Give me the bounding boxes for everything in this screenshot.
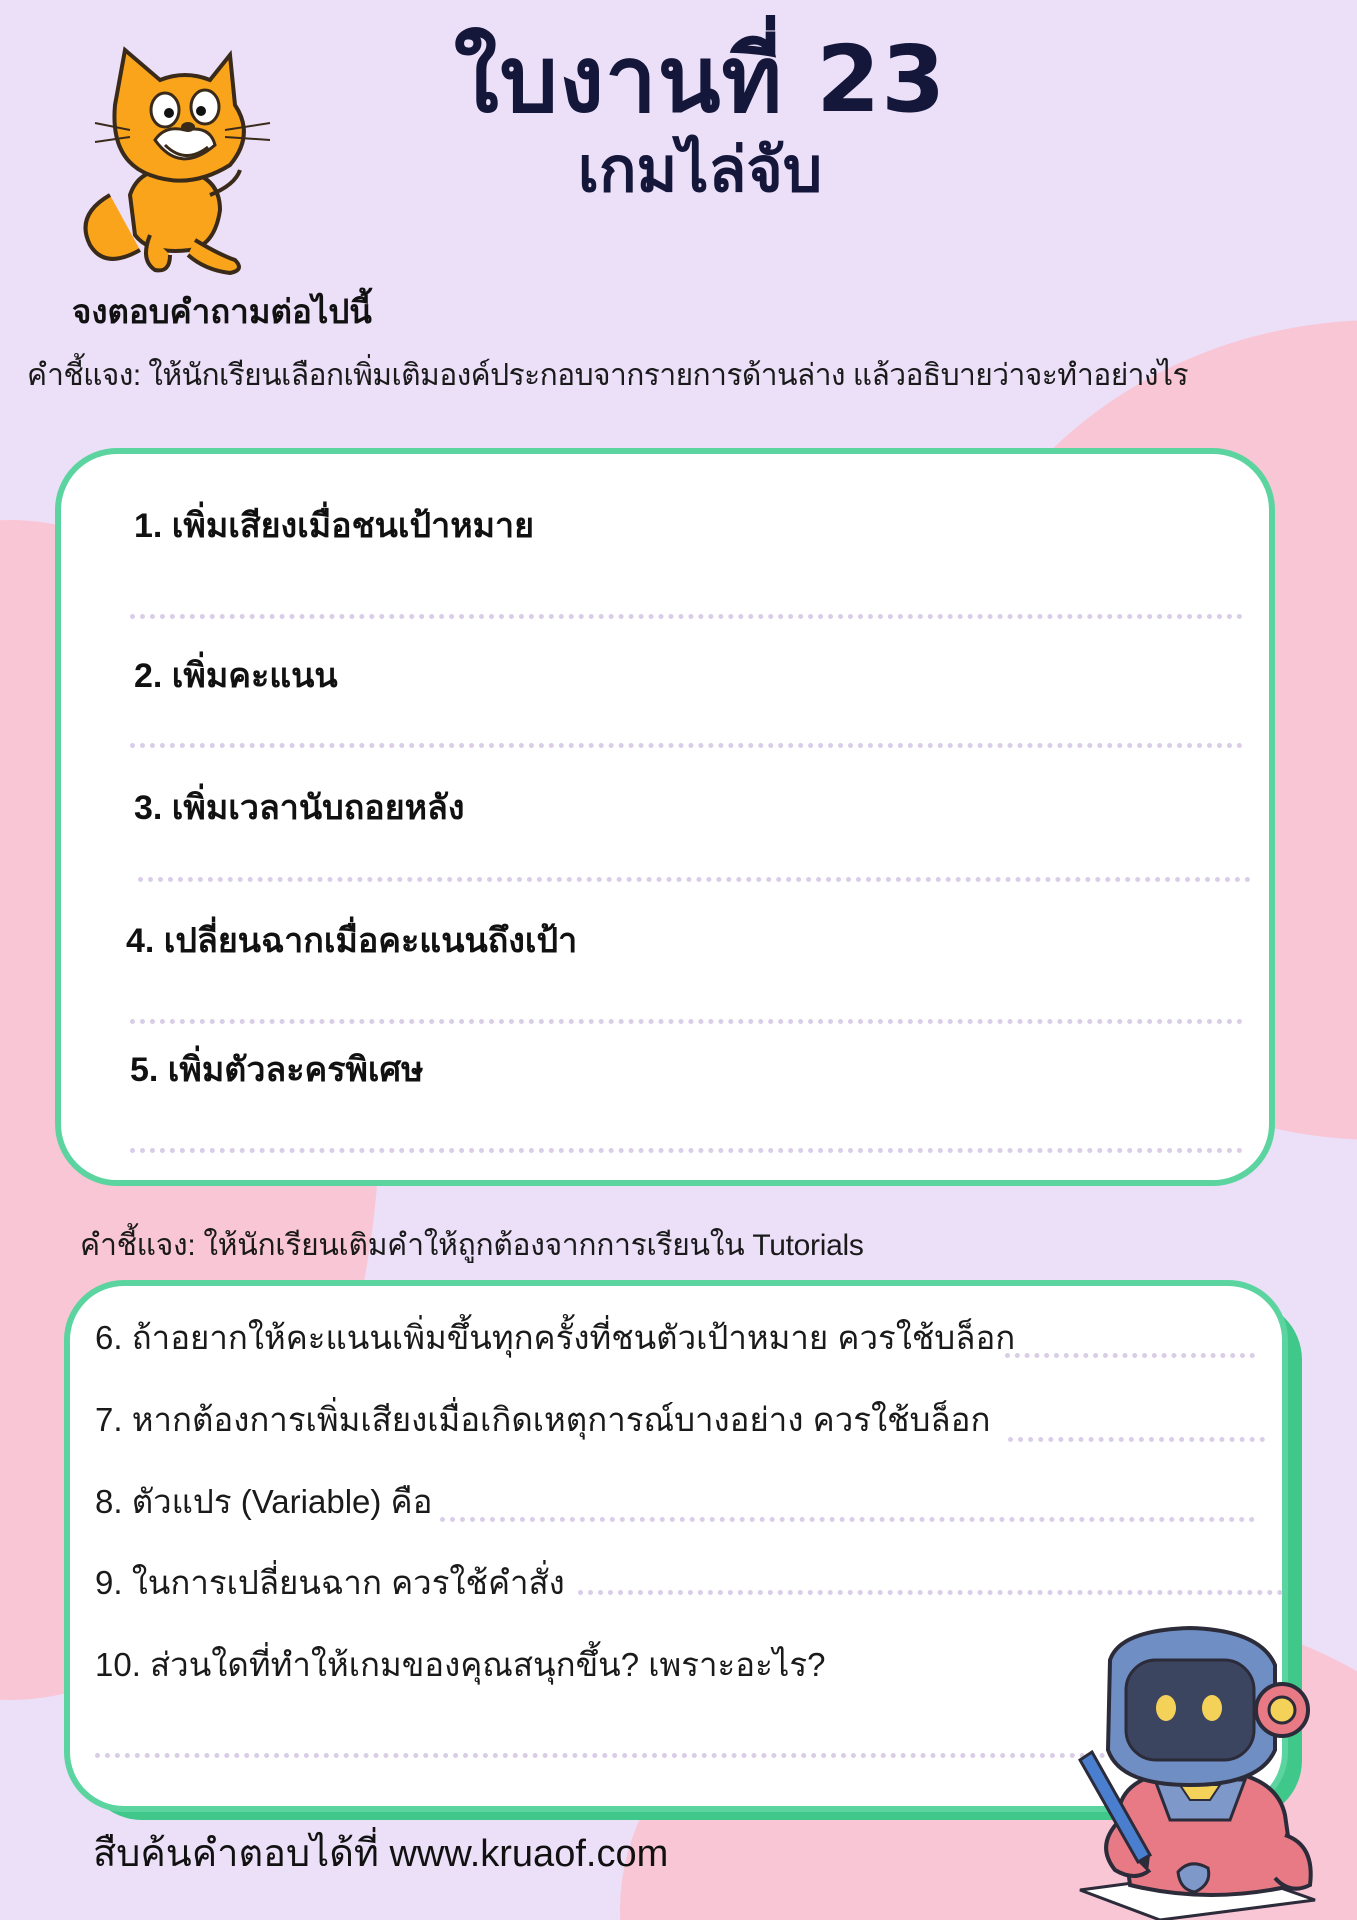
worksheet-subtitle: เกมไล่จับ (577, 133, 823, 206)
fill-in-question: 7. หากต้องการเพิ่มเสียงเมื่อเกิดเหตุการณ์บางอย่าง ควรใช้บล็อก (95, 1401, 991, 1438)
section-heading: จงตอบคำถามต่อไปนี้ (72, 292, 372, 331)
fill-in-question: 6. ถ้าอยากให้คะแนนเพิ่มขึ้นทุกครั้งที่ชนตัวเป้าหมาย ควรใช้บล็อก (95, 1319, 1016, 1356)
question-item: 3. เพิ่มเวลานับถอยหลัง (134, 789, 465, 827)
answer-line[interactable] (1005, 1353, 1255, 1358)
scratch-cat-icon (70, 45, 300, 285)
answer-line[interactable] (130, 614, 1243, 619)
answer-line[interactable] (440, 1517, 1255, 1522)
worksheet-title: ใบงานที่ 23 (453, 26, 947, 133)
part1-instruction: คำชี้แจง: ให้นักเรียนเลือกเพิ่มเติมองค์ประกอบจากรายการด้านล่าง แล้วอธิบายว่าจะทำอย่างไร (27, 359, 1188, 392)
fill-in-question: 8. ตัวแปร (Variable) คือ (95, 1483, 433, 1520)
answer-line[interactable] (578, 1590, 1283, 1595)
answer-line[interactable] (130, 1019, 1243, 1024)
answer-line[interactable] (1008, 1437, 1265, 1442)
question-item: 2. เพิ่มคะแนน (134, 657, 338, 695)
question-item: 4. เปลี่ยนฉากเมื่อคะแนนถึงเป้า (126, 922, 578, 960)
part2-instruction: คำชี้แจง: ให้นักเรียนเติมคำให้ถูกต้องจากการเรียนใน Tutorials (80, 1229, 864, 1262)
answer-line[interactable] (130, 1148, 1243, 1153)
fill-in-question: 9. ในการเปลี่ยนฉาก ควรใช้คำสั่ง (95, 1564, 565, 1601)
answer-line[interactable] (138, 877, 1251, 882)
robot-writing-icon (1060, 1620, 1350, 1920)
question-item: 1. เพิ่มเสียงเมื่อชนเป้าหมาย (134, 507, 535, 545)
question-item: 5. เพิ่มตัวละครพิเศษ (130, 1051, 424, 1089)
footer-website-text: สืบค้นคำตอบได้ที่ www.kruaof.com (93, 1833, 669, 1875)
fill-in-question: 10. ส่วนใดที่ทำให้เกมของคุณสนุกขึ้น? เพราะอะไร? (95, 1646, 826, 1683)
answer-line[interactable] (130, 743, 1243, 748)
